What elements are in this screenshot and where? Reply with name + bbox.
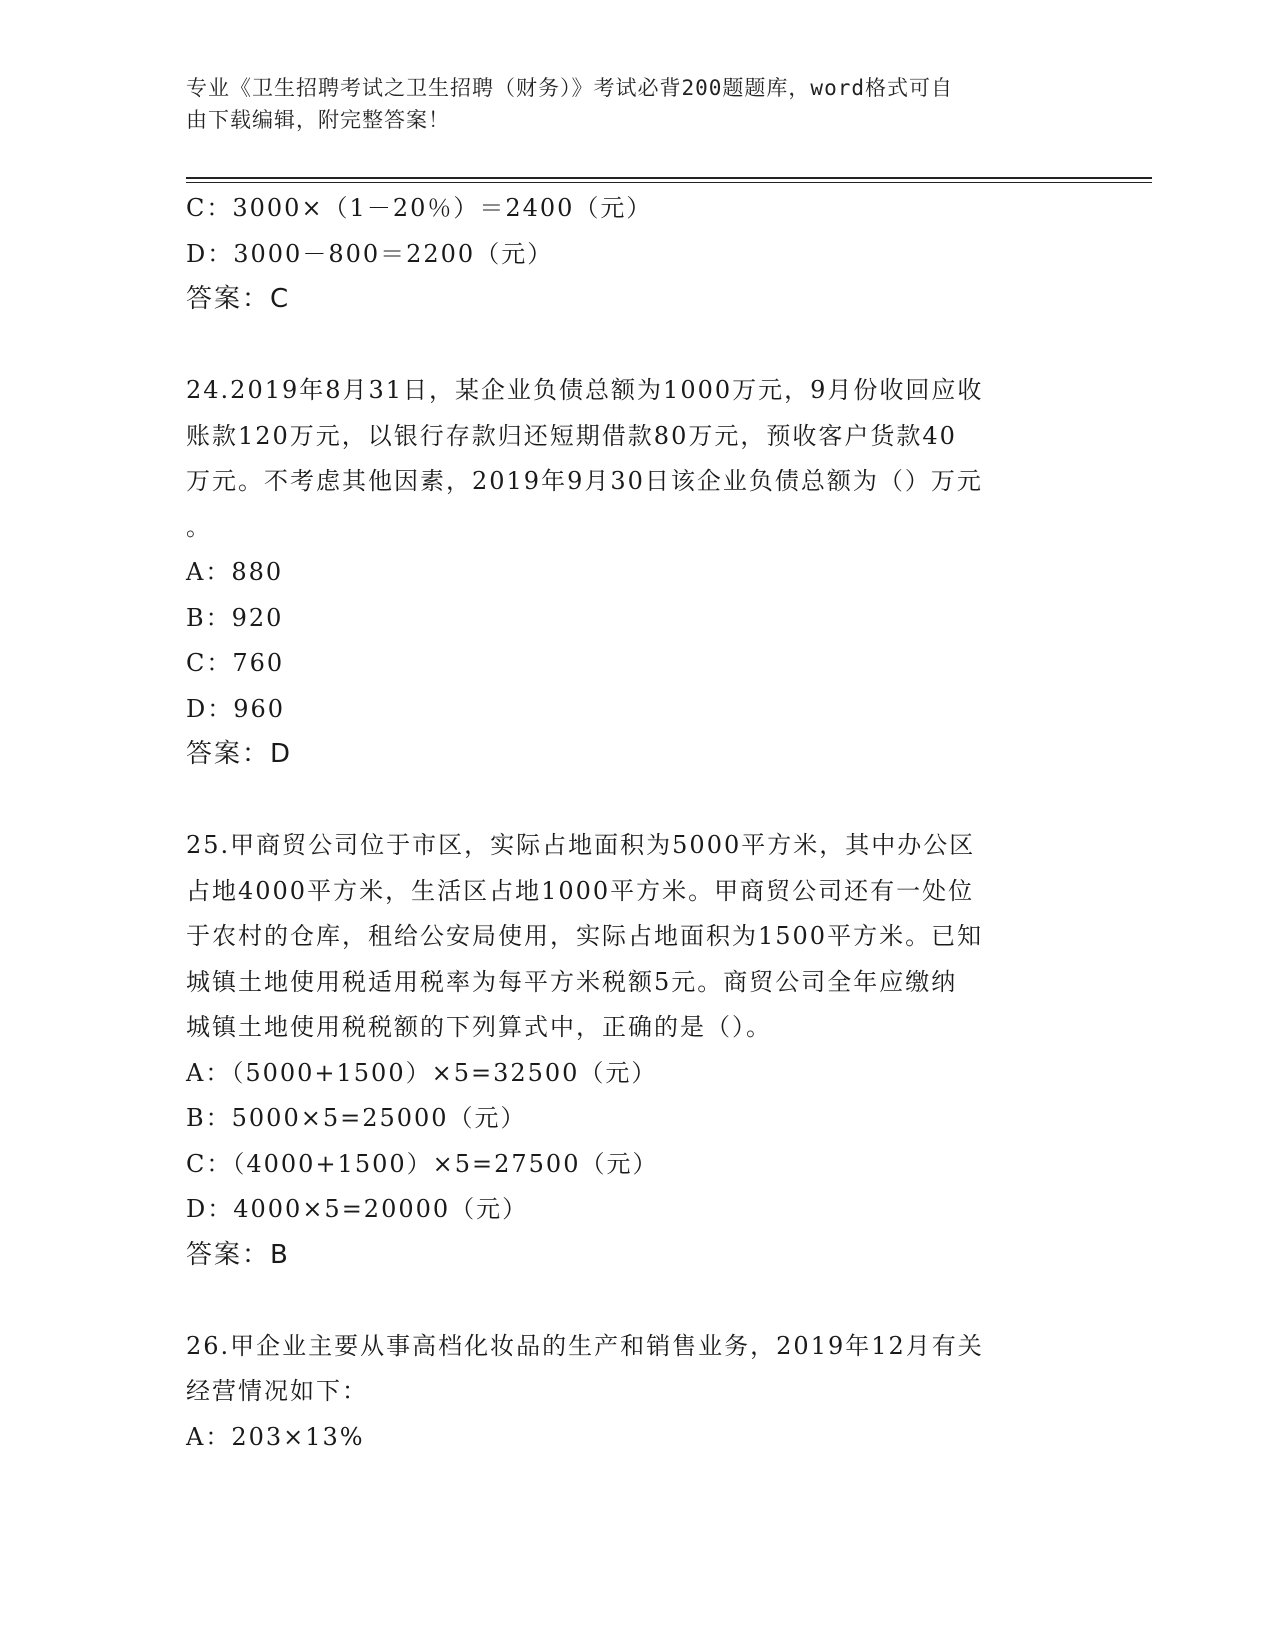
spacer	[186, 778, 1096, 824]
header-line-2: 由下载编辑，附完整答案！	[186, 108, 450, 132]
question-text-line: 城镇土地使用税适用税率为每平方米税额5元。商贸公司全年应缴纳	[186, 967, 958, 996]
option-d: D：960	[186, 694, 286, 723]
question-text-line: 25.甲商贸公司位于市区，实际占地面积为5000平方米，其中办公区	[186, 831, 976, 859]
option-d: D：4000×5=20000（元）	[186, 1195, 529, 1223]
question-text-line: 万元。不考虑其他因素，2019年9月30日该企业负债总额为（）万元	[186, 467, 983, 495]
option-c: C：3000×（1－20％）＝2400（元）	[186, 194, 653, 222]
question-23-tail	[186, 186, 1096, 323]
option-a: A：（5000+1500）×5=32500（元）	[186, 1058, 658, 1087]
option-b: B：5000×5=25000（元）	[186, 1104, 527, 1132]
question-text-line: 城镇土地使用税税额的下列算式中，正确的是（）。	[186, 1013, 772, 1041]
question-text-line: 24.2019年8月31日，某企业负债总额为1000万元，9月份收回应收	[186, 376, 984, 404]
question-text-line: 占地4000平方米，生活区占地1000平方米。甲商贸公司还有一处位	[186, 876, 975, 905]
spacer	[186, 1278, 1096, 1324]
question-text-line: 。	[186, 512, 212, 541]
option-c: C：760	[186, 649, 285, 677]
question-24	[186, 368, 1096, 778]
answer-line: 答案：D	[186, 739, 293, 769]
question-26	[186, 1324, 1096, 1461]
option-a: A：203×13%	[186, 1422, 365, 1451]
question-text-line: 经营情况如下：	[186, 1377, 368, 1405]
option-a: A：880	[186, 558, 284, 586]
question-25	[186, 823, 1096, 1278]
option-c: C：（4000+1500）×5=27500（元）	[186, 1149, 659, 1178]
option-d: D：3000－800＝2200（元）	[186, 239, 554, 268]
answer-line: 答案：B	[186, 1239, 290, 1270]
document-header	[186, 72, 1066, 136]
question-text-line: 26.甲企业主要从事高档化妆品的生产和销售业务，2019年12月有关	[186, 1331, 984, 1360]
header-divider-thick	[186, 177, 1152, 179]
spacer	[186, 323, 1096, 369]
answer-line: 答案：C	[186, 284, 291, 314]
header-divider-thin	[186, 182, 1152, 183]
option-b: B：920	[186, 603, 284, 632]
header-line-1: 专业《卫生招聘考试之卫生招聘（财务）》考试必背200题题库，word格式可自	[186, 76, 953, 100]
question-text-line: 账款120万元，以银行存款归还短期借款80万元，预收客户货款40	[186, 421, 957, 450]
question-text-line: 于农村的仓库，租给公安局使用，实际占地面积为1500平方米。已知	[186, 922, 984, 950]
document-body	[186, 186, 1096, 1460]
